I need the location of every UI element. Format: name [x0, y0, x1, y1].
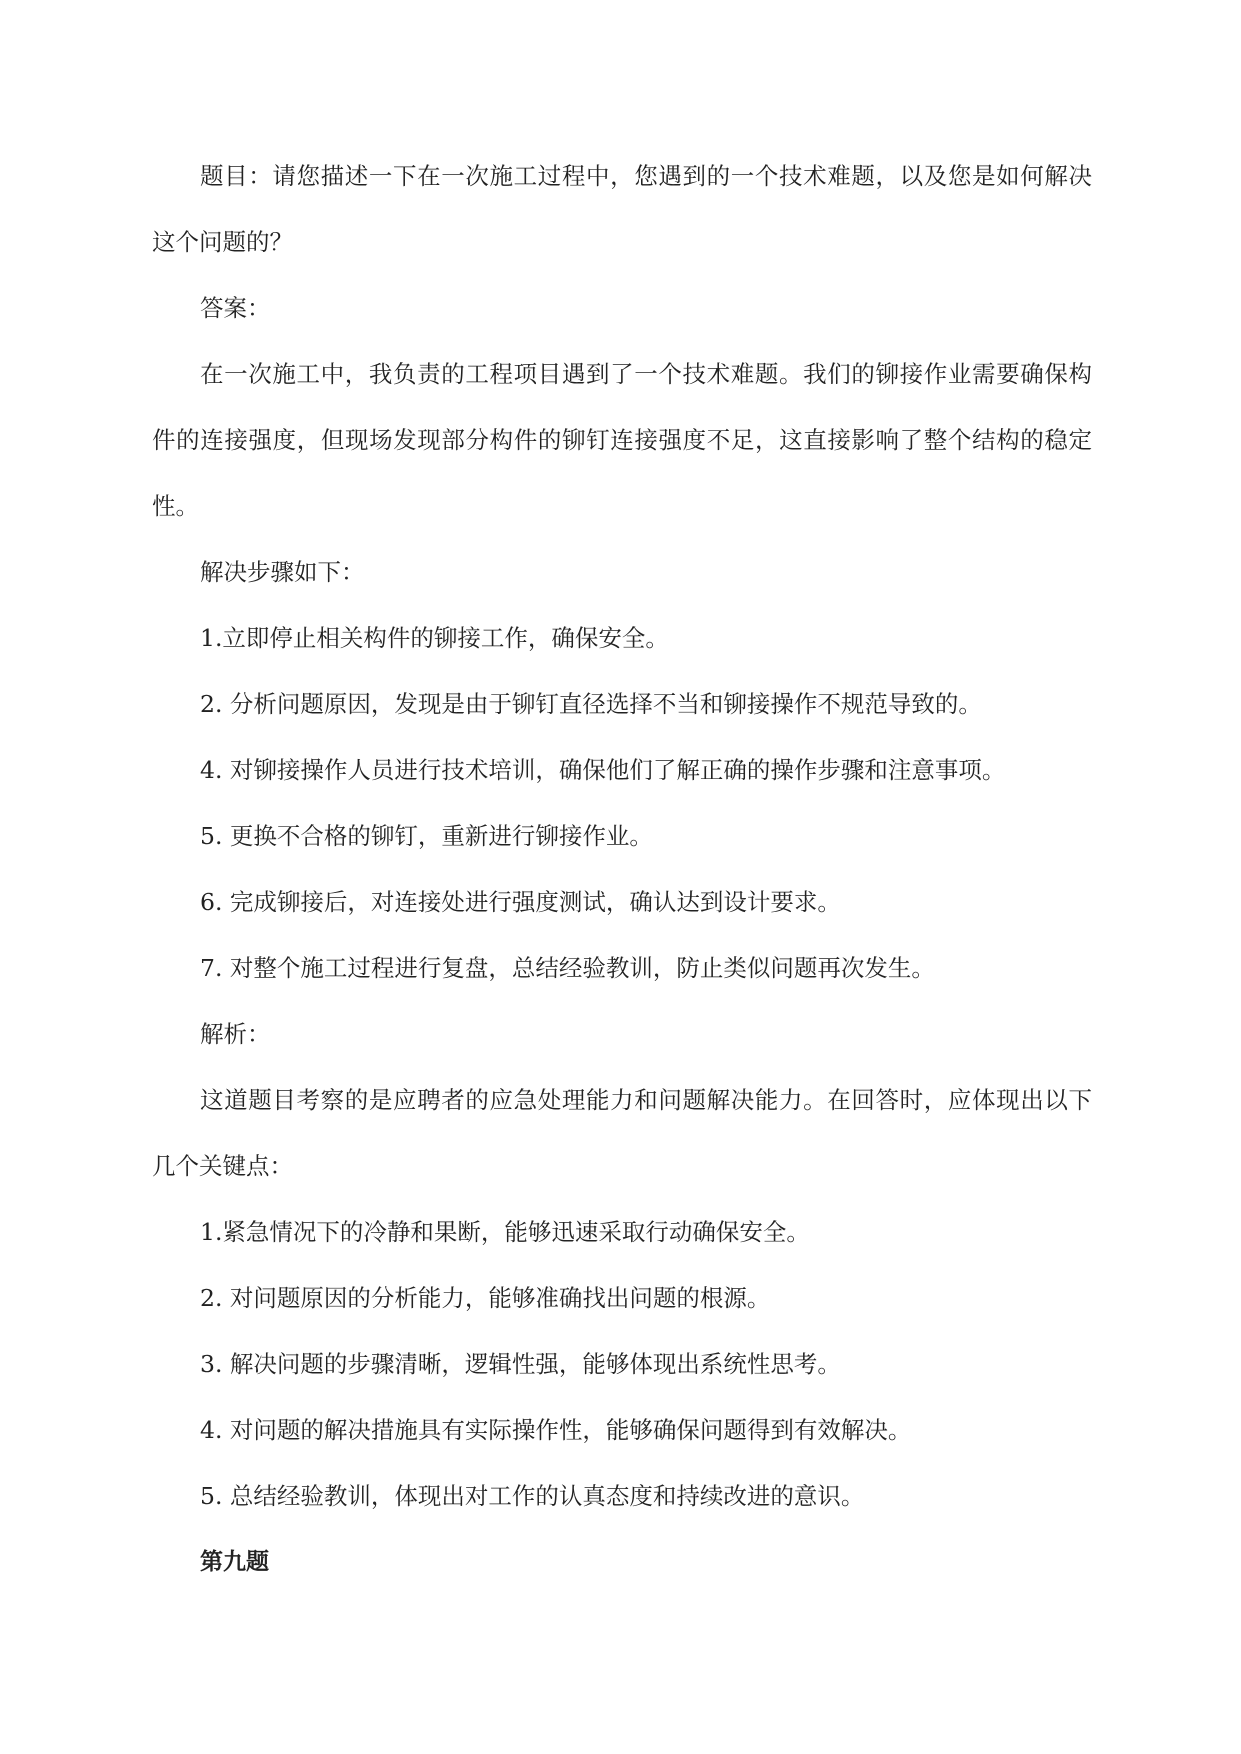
key-point-item: 1.紧急情况下的冷静和果断，能够迅速采取行动确保安全。: [200, 1218, 810, 1246]
step-item: 6. 完成铆接后，对连接处进行强度测试，确认达到设计要求。: [200, 888, 841, 916]
analysis-label: 解析：: [200, 1020, 271, 1048]
analysis-paragraph: 这道题目考察的是应聘者的应急处理能力和问题解决能力。在回答时，应体现出以下几个关键点：: [152, 1086, 1092, 1180]
step-item: 1.立即停止相关构件的铆接工作，确保安全。: [200, 624, 669, 652]
key-point-item: 2. 对问题原因的分析能力，能够准确找出问题的根源。: [200, 1284, 771, 1312]
question-paragraph: 题目：请您描述一下在一次施工过程中，您遇到的一个技术难题，以及您是如何解决这个问题的？: [152, 162, 1092, 256]
key-point-item: 3. 解决问题的步骤清晰，逻辑性强，能够体现出系统性思考。: [200, 1350, 841, 1378]
step-item: 2. 分析问题原因，发现是由于铆钉直径选择不当和铆接操作不规范导致的。: [200, 690, 982, 718]
next-question-heading: 第九题: [200, 1549, 269, 1575]
answer-label: 答案：: [200, 294, 271, 322]
step-item: 4. 对铆接操作人员进行技术培训，确保他们了解正确的操作步骤和注意事项。: [200, 756, 1006, 784]
document-body: [152, 143, 1092, 1595]
steps-intro: 解决步骤如下：: [200, 558, 365, 586]
answer-paragraph: 在一次施工中，我负责的工程项目遇到了一个技术难题。我们的铆接作业需要确保构件的连接强度，但现场发现部分构件的铆钉连接强度不足，这直接影响了整个结构的稳定性。: [152, 360, 1092, 520]
key-point-item: 4. 对问题的解决措施具有实际操作性，能够确保问题得到有效解决。: [200, 1416, 912, 1444]
step-item: 5. 更换不合格的铆钉，重新进行铆接作业。: [200, 822, 653, 850]
step-item: 7. 对整个施工过程进行复盘，总结经验教训，防止类似问题再次发生。: [200, 954, 935, 982]
key-point-item: 5. 总结经验教训，体现出对工作的认真态度和持续改进的意识。: [200, 1482, 865, 1510]
